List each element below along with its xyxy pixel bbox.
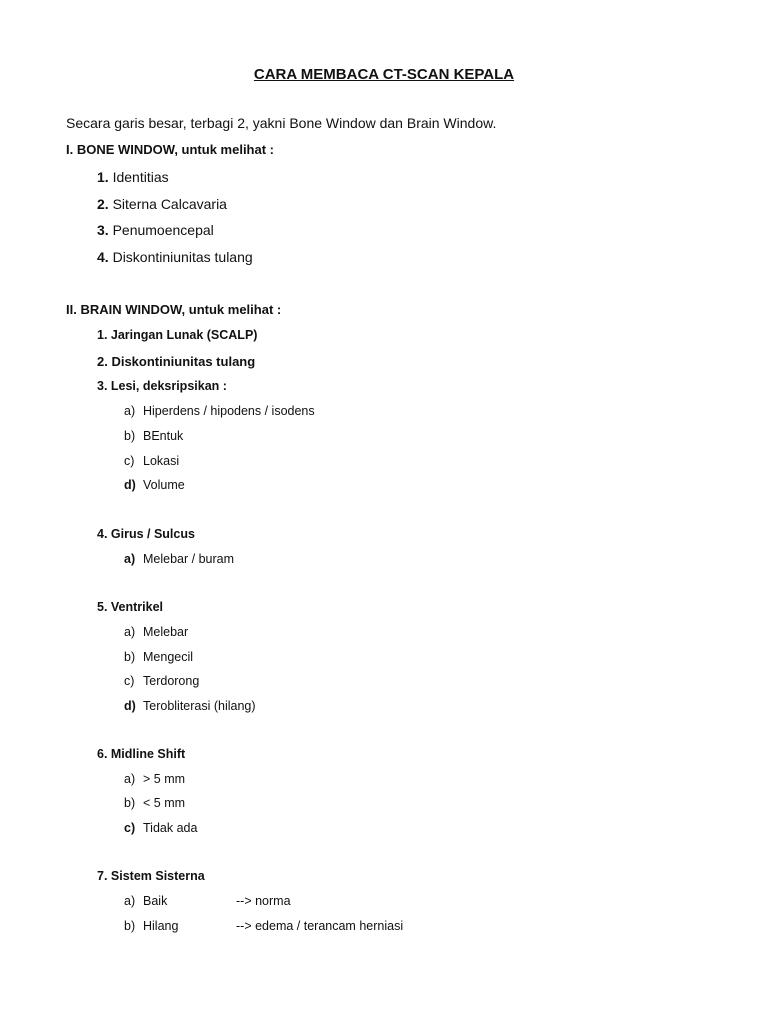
brain-item-5: 5. Ventrikel — [97, 600, 164, 614]
intro-paragraph: Secara garis besar, terbagi 2, yakni Bone Window dan Brain Window. — [66, 115, 497, 131]
brain-item-4: 4. Girus / Sulcus — [97, 527, 195, 541]
lesi-sub-b: b) — [124, 429, 136, 443]
lesi-sub-d: d) — [124, 478, 136, 492]
sub-letter: a) — [124, 404, 136, 418]
ventrikel-sub-b: b) — [124, 650, 136, 664]
lesi-sub-c-text: Lokasi — [143, 454, 180, 468]
sisterna-sub-a-text: Baik — [143, 894, 168, 908]
midline-sub-c-text: Tidak ada — [143, 821, 198, 835]
item-text: Identitias — [112, 169, 169, 185]
ventrikel-sub-b-text: Mengecil — [143, 650, 194, 664]
ventrikel-sub-c-text: Terdorong — [143, 674, 200, 688]
item-text: Penumoencepal — [112, 222, 214, 238]
item-number: 3. — [97, 222, 109, 238]
lesi-sub-b-text: BEntuk — [143, 429, 184, 443]
item-text: Diskontiniunitas tulang — [112, 249, 253, 265]
ventrikel-sub-c: c) — [124, 674, 135, 688]
brain-item-3: 3. Lesi, deksripsikan : — [97, 379, 227, 393]
brain-item-6: 6. Midline Shift — [97, 747, 186, 761]
bone-window-heading: I. BONE WINDOW, untuk melihat : — [66, 142, 274, 157]
ventrikel-sub-d: d) — [124, 699, 136, 713]
brain-item-2: 2. Diskontiniunitas tulang — [97, 354, 256, 369]
item-text: Siterna Calcavaria — [112, 196, 227, 212]
lesi-sub-c: c) — [124, 454, 135, 468]
item-number: 2. — [97, 196, 109, 212]
midline-sub-a: a) — [124, 772, 136, 786]
item-number: 1. — [97, 169, 109, 185]
lesi-sub-d-text: Volume — [143, 478, 185, 492]
ventrikel-sub-a: a) — [124, 625, 136, 639]
bone-item-3 — [97, 223, 214, 237]
lesi-sub-a-text: Hiperdens / hipodens / isodens — [143, 404, 315, 418]
sisterna-sub-b-note: --> edema / terancam herniasi — [236, 919, 404, 933]
brain-item-7: 7. Sistem Sisterna — [97, 869, 205, 883]
brain-window-heading: II. BRAIN WINDOW, untuk melihat : — [66, 302, 282, 317]
midline-sub-c: c) — [124, 821, 136, 835]
midline-sub-b: b) — [124, 796, 136, 810]
bone-item-2 — [97, 197, 227, 211]
girus-sub-a: a) — [124, 552, 136, 566]
girus-sub-a-text: Melebar / buram — [143, 552, 235, 566]
ventrikel-sub-d-text: Terobliterasi (hilang) — [143, 699, 256, 713]
item-number: 4. — [97, 249, 109, 265]
sisterna-sub-b-text: Hilang — [143, 919, 179, 933]
brain-item-1: 1. Jaringan Lunak (SCALP) — [97, 328, 258, 342]
bone-item-4 — [97, 250, 253, 264]
lesi-sub-a — [124, 405, 135, 418]
midline-sub-a-text: > 5 mm — [143, 772, 186, 786]
ventrikel-sub-a-text: Melebar — [143, 625, 189, 639]
document-title: CARA MEMBACA CT-SCAN KEPALA — [253, 66, 515, 83]
sisterna-sub-a: a) — [124, 894, 136, 908]
sisterna-sub-a-note: --> norma — [236, 894, 291, 908]
bone-item-1 — [97, 170, 169, 184]
midline-sub-b-text: < 5 mm — [143, 796, 186, 810]
sisterna-sub-b: b) — [124, 919, 136, 933]
